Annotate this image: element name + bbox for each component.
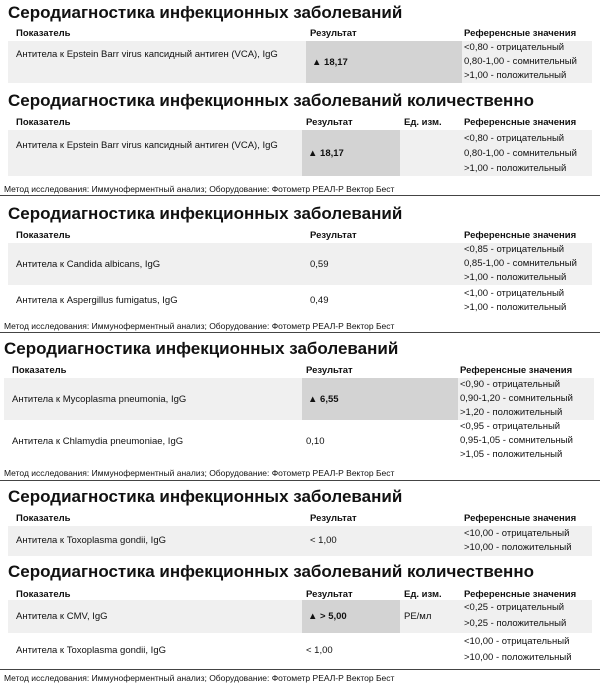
- reference-values: <0,25 - отрицательный >0,25 - положительный: [464, 602, 567, 629]
- method-note: Метод исследования: Иммуноферментный анализ; Оборудование: Фотометр РЕАЛ-Р Вектор Бест: [4, 468, 395, 478]
- result-value: ▲ 6,55: [308, 394, 339, 405]
- result-value: 0,49: [310, 295, 329, 306]
- indicator-name: Антитела к Mycoplasma pneumonia, IgG: [12, 394, 187, 405]
- indicator-name: Антитела к Toxoplasma gondii, IgG: [16, 645, 166, 656]
- table-row: [8, 526, 592, 556]
- table-row: [8, 130, 592, 176]
- header-indicator: Показатель: [16, 117, 71, 128]
- indicator-name: Антитела к Aspergillus fumigatus, IgG: [16, 295, 178, 306]
- header-reference: Референсные значения: [464, 589, 577, 600]
- header-reference: Референсные значения: [464, 230, 577, 241]
- indicator-name: Антитела к Epstein Barr virus капсидный антиген (VCA), IgG: [16, 49, 278, 60]
- header-indicator: Показатель: [16, 589, 71, 600]
- result-value: < 1,00: [310, 535, 337, 546]
- result-value: 0,59: [310, 259, 329, 270]
- indicator-name: Антитела к Candida albicans, IgG: [16, 259, 161, 270]
- indicator-name: Антитела к CMV, IgG: [16, 611, 108, 622]
- result-value: ▲ 18,17: [312, 57, 348, 68]
- table-row: [8, 41, 592, 83]
- header-indicator: Показатель: [16, 230, 71, 241]
- indicator-name: Антитела к Epstein Barr virus капсидный антиген (VCA), IgG: [16, 140, 278, 151]
- header-indicator: Показатель: [16, 513, 71, 524]
- table-row: [8, 243, 592, 285]
- section-title: Серодиагностика инфекционных заболеваний: [8, 3, 403, 22]
- header-result: Результат: [310, 513, 357, 524]
- header-unit: Ед. изм.: [404, 589, 442, 600]
- method-note: Метод исследования: Иммуноферментный анализ; Оборудование: Фотометр РЕАЛ-Р Вектор Бест: [4, 321, 395, 331]
- header-unit: Ед. изм.: [404, 117, 442, 128]
- reference-values: <10,00 - отрицательный >10,00 - положительный: [464, 636, 572, 663]
- section-title: Серодиагностика инфекционных заболеваний количественно: [8, 562, 534, 581]
- result-value: ▲ 18,17: [308, 148, 344, 159]
- result-value: ▲ > 5,00: [308, 611, 347, 622]
- reference-values: <10,00 - отрицательный >10,00 - положительный: [464, 528, 572, 553]
- table-row: [8, 634, 592, 666]
- method-note: Метод исследования: Иммуноферментный анализ; Оборудование: Фотометр РЕАЛ-Р Вектор Бест: [4, 184, 395, 194]
- indicator-name: Антитела к Toxoplasma gondii, IgG: [16, 535, 166, 546]
- header-reference: Референсные значения: [464, 117, 577, 128]
- header-indicator: Показатель: [12, 365, 67, 376]
- divider: [0, 195, 600, 196]
- header-reference: Референсные значения: [464, 513, 577, 524]
- reference-values: <0,80 - отрицательный 0,80-1,00 - сомнительный >1,00 - положительный: [464, 133, 577, 174]
- reference-values: <0,90 - отрицательный 0,90-1,20 - сомнительный >1,20 - положительный: [460, 379, 573, 418]
- table-row: [4, 420, 594, 462]
- section-title: Серодиагностика инфекционных заболеваний количественно: [8, 91, 534, 110]
- divider: [0, 669, 600, 670]
- reference-values: <0,85 - отрицательный 0,85-1,00 - сомнительный >1,00 - положительный: [464, 244, 577, 283]
- reference-values: <1,00 - отрицательный >1,00 - положительный: [464, 288, 567, 313]
- header-result: Результат: [306, 117, 353, 128]
- table-row: [8, 286, 592, 316]
- reference-values: <0,95 - отрицательный 0,95-1,05 - сомнительный >1,05 - положительный: [460, 421, 573, 460]
- header-result: Результат: [310, 230, 357, 241]
- header-result: Результат: [306, 589, 353, 600]
- table-row: [4, 378, 594, 420]
- section-title: Серодиагностика инфекционных заболеваний: [8, 487, 403, 506]
- result-value: 0,10: [306, 436, 325, 447]
- header-result: Результат: [306, 365, 353, 376]
- method-note: Метод исследования: Иммуноферментный анализ; Оборудование: Фотометр РЕАЛ-Р Вектор Бест: [4, 673, 395, 683]
- unit-value: РЕ/мл: [404, 611, 432, 622]
- header-indicator: Показатель: [16, 28, 71, 39]
- reference-values: <0,80 - отрицательный 0,80-1,00 - сомнительный >1,00 - положительный: [464, 42, 577, 81]
- table-row: [8, 600, 592, 633]
- section-title: Серодиагностика инфекционных заболеваний: [8, 204, 403, 223]
- result-value: < 1,00: [306, 645, 333, 656]
- section-title: Серодиагностика инфекционных заболеваний: [4, 339, 399, 358]
- indicator-name: Антитела к Chlamydia pneumoniae, IgG: [12, 436, 184, 447]
- header-reference: Референсные значения: [464, 28, 577, 39]
- divider: [0, 332, 600, 333]
- divider: [0, 480, 600, 481]
- header-reference: Референсные значения: [460, 365, 573, 376]
- header-result: Результат: [310, 28, 357, 39]
